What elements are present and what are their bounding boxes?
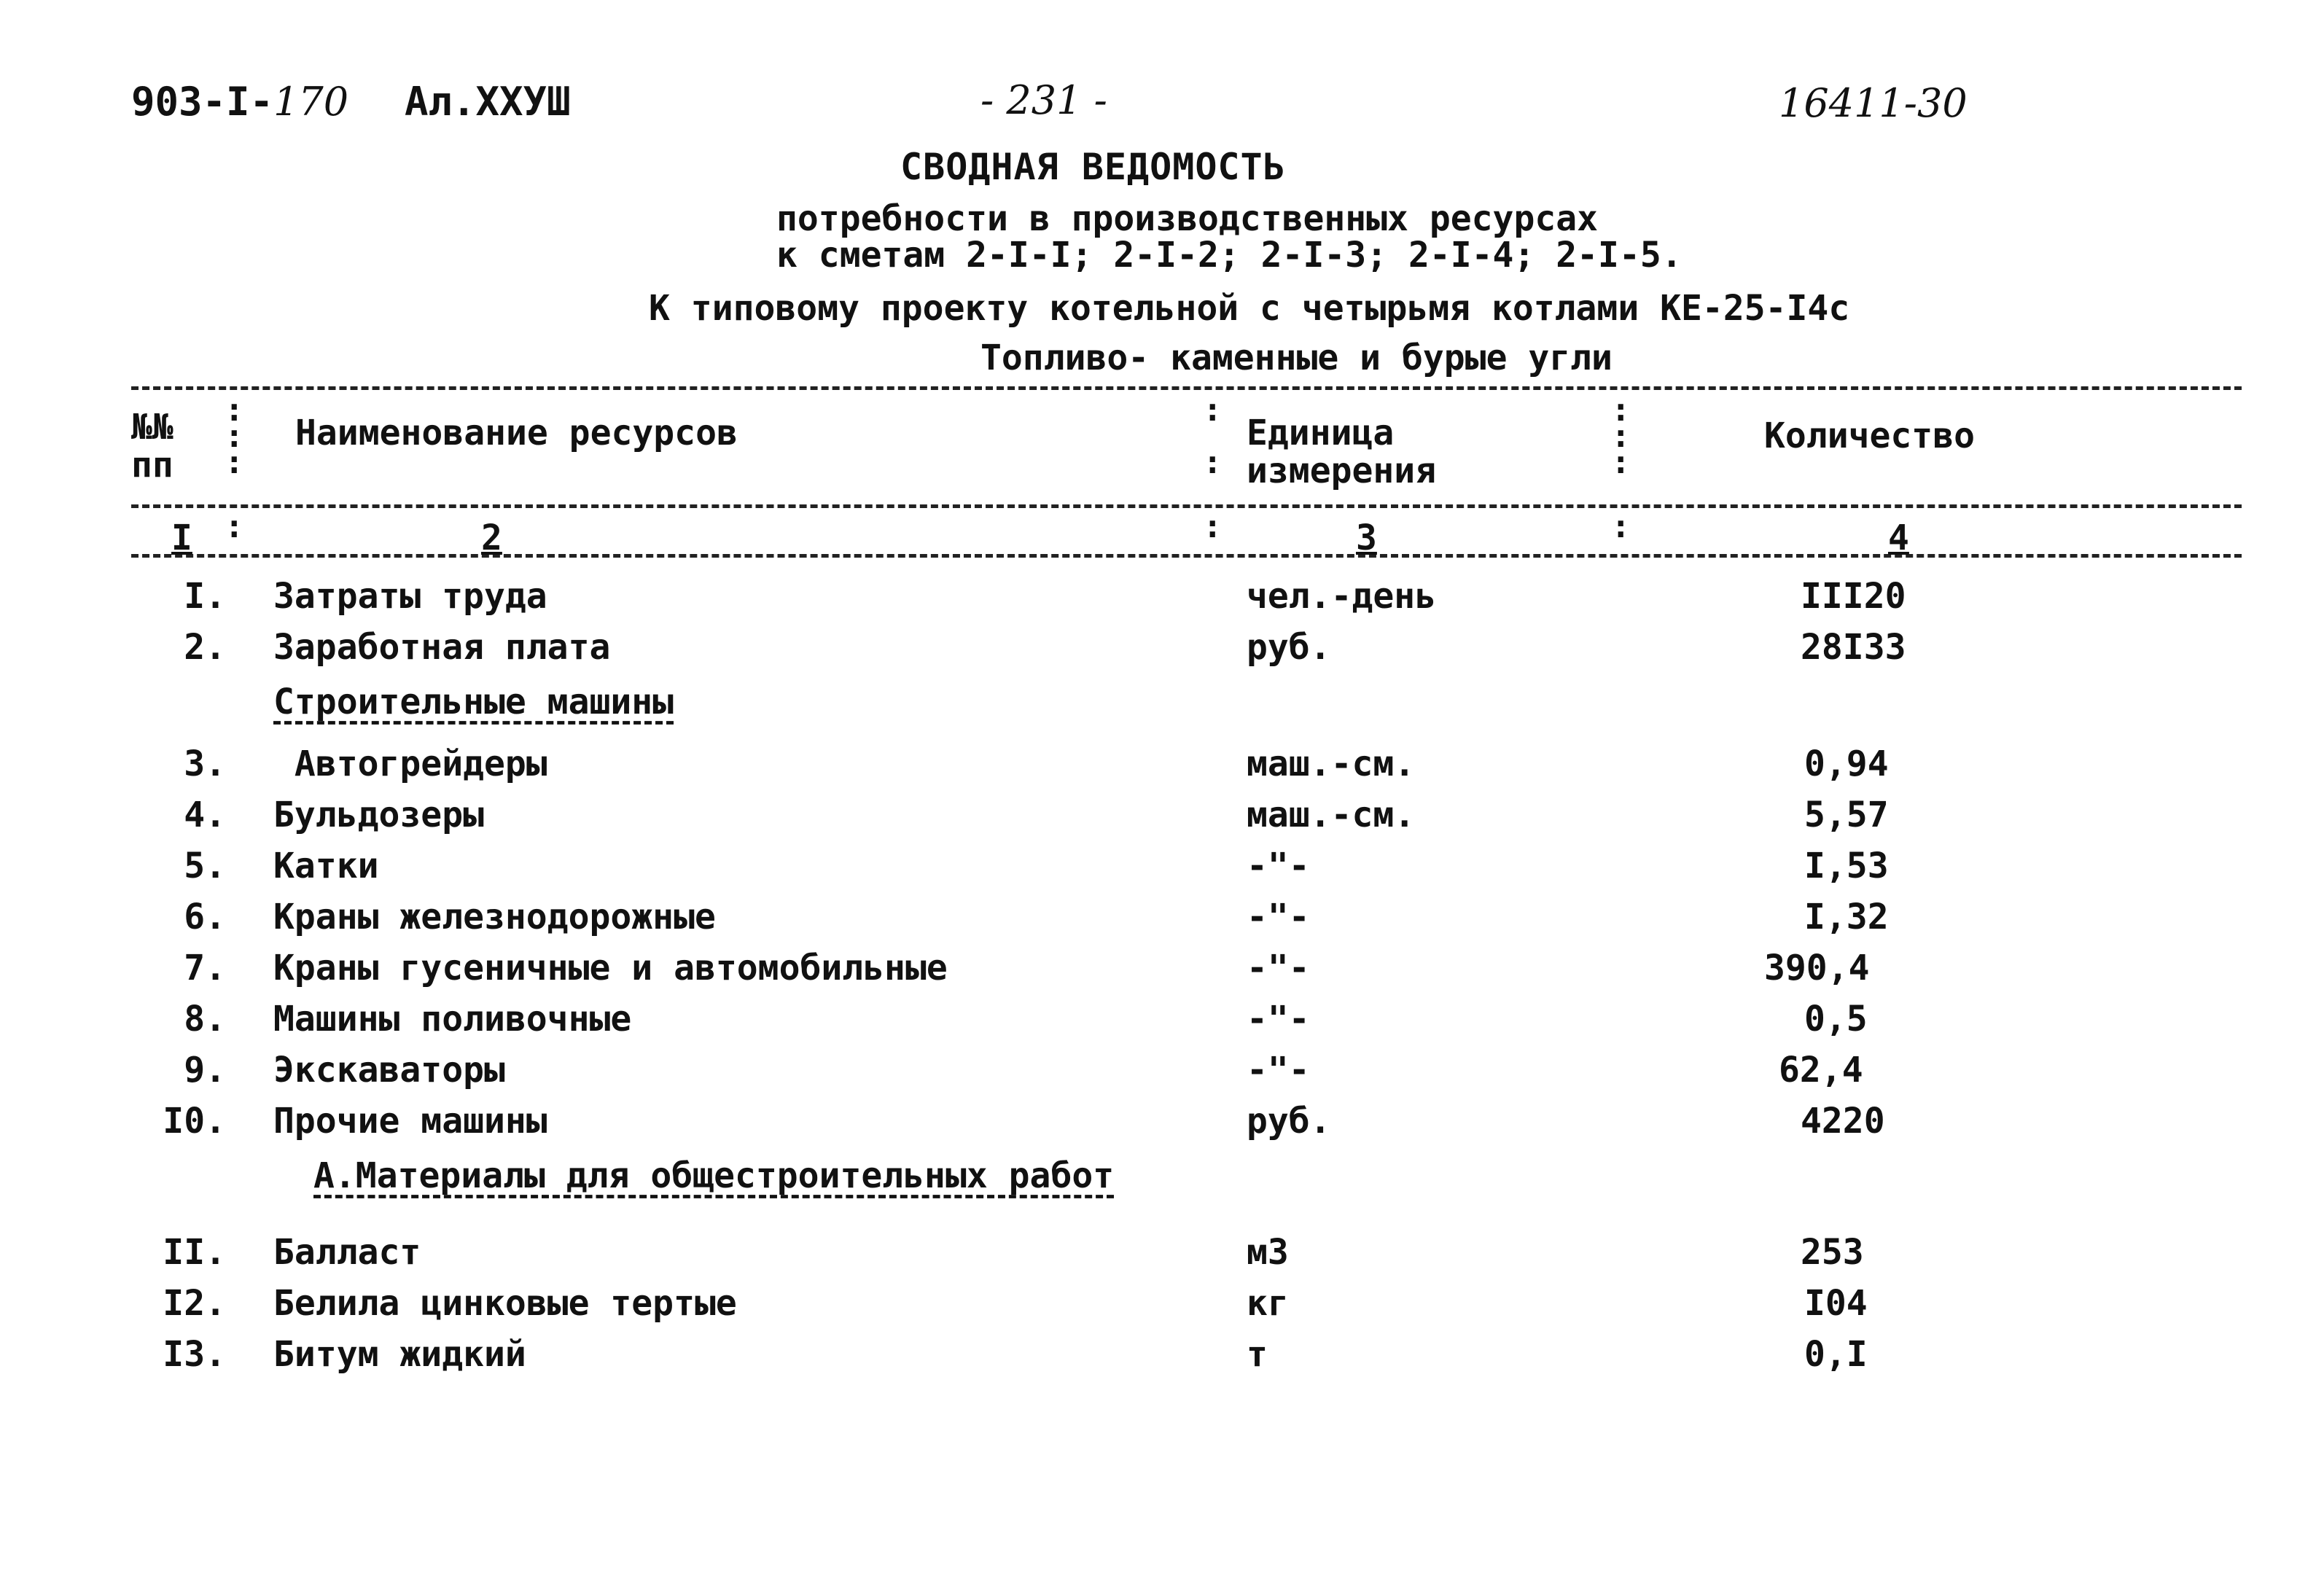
row-number: 9. [184,1050,226,1091]
header-unit [1247,414,1436,490]
subtitle-line-3: К типовому проекту котельной с четырьмя котлами КЕ-25-I4с [649,288,1850,329]
sheet-number: 16411-30 [1779,80,1968,126]
table-row [0,795,2324,846]
column-separator: : : : [1611,391,1631,481]
resource-unit: маш.-см. [1247,795,1416,835]
header-num-line2: пп [131,445,173,485]
table-row [0,999,2324,1050]
subtitle-line-4: Топливо- каменные и бурые угли [980,338,1613,378]
resource-name: Катки [273,846,379,886]
resource-name: Прочие машины [273,1101,547,1142]
resource-name: Краны железнодорожные [273,897,716,937]
column-numbers-rule [131,554,2242,558]
header-unit-line2: измерения [1247,450,1437,491]
resource-unit: -"- [1247,999,1310,1039]
col-number-2: 2 [481,518,502,558]
header-bottom-rule [131,504,2242,508]
row-number: 3. [184,744,226,784]
table-row [0,846,2324,897]
section-title: А.Материалы для общестроительных работ [313,1155,1115,1196]
header-name: Наименование ресурсов [295,413,738,453]
resource-name: Автогрейдеры [273,744,547,784]
subtitle-line-2: к сметам 2-I-I; 2-I-2; 2-I-3; 2-I-4; 2-I-5. [776,235,1682,276]
resource-unit: т [1247,1334,1268,1375]
resource-unit: руб. [1247,627,1331,668]
row-number: I0. [163,1101,226,1142]
resource-quantity: 390,4 [1764,948,1870,988]
resource-name: Балласт [273,1232,421,1273]
header-quantity: Количество [1764,415,1975,456]
resource-unit: -"- [1247,846,1310,886]
row-number: 5. [184,846,226,886]
resource-quantity: I04 [1804,1283,1868,1324]
resource-unit: м3 [1247,1232,1289,1273]
column-separator: : [1611,508,1631,545]
row-number: 8. [184,999,226,1039]
resource-quantity: III20 [1801,576,1906,617]
document-code-typed: 903-I- [131,79,274,125]
resource-unit: -"- [1247,948,1310,988]
header-num [131,408,173,484]
resource-quantity: 5,57 [1804,795,1889,835]
resource-unit: маш.-см. [1247,744,1416,784]
resource-quantity: 0,5 [1804,999,1868,1039]
resource-quantity: 28I33 [1801,627,1906,668]
resource-quantity: 62,4 [1779,1050,1863,1091]
document-title: СВОДНАЯ ВЕДОМОСТЬ [900,146,1286,188]
row-number: 4. [184,795,226,835]
resource-name: Машины поливочные [273,999,632,1039]
table-row [0,897,2324,948]
section-title: Строительные машины [273,682,674,722]
table-row [0,1101,2324,1152]
resource-quantity: 0,94 [1804,744,1889,784]
page-number: - 231 - [980,77,1107,123]
col-number-3: 3 [1356,518,1377,558]
table-row [0,576,2324,627]
col-number-4: 4 [1888,518,1909,558]
header-num-line1: №№ [131,407,173,448]
resource-unit: кг [1247,1283,1289,1324]
table-row [0,1283,2324,1334]
section-heading [0,1155,2324,1206]
resource-name: Заработная плата [273,627,611,668]
resource-name: Краны гусеничные и автомобильные [273,948,948,988]
col-number-1: I [171,518,192,558]
subtitle-line-1: потребности в производственных ресурсах [776,198,1599,239]
resource-name: Бульдозеры [273,795,484,835]
row-number: 2. [184,627,226,668]
column-separator: : [1203,508,1223,545]
resource-name: Битум жидкий [273,1334,526,1375]
table-row [0,1334,2324,1385]
row-number: 7. [184,948,226,988]
resource-unit: чел.-день [1247,576,1437,617]
resource-name: Затраты труда [273,576,547,617]
row-number: I3. [163,1334,226,1375]
resource-quantity: I,32 [1804,897,1889,937]
column-separator: : : : [225,391,244,481]
table-row [0,627,2324,678]
row-number: I2. [163,1283,226,1324]
table-top-rule [131,386,2242,390]
resource-unit: -"- [1247,897,1310,937]
row-number: II. [163,1232,226,1273]
table-row [0,1232,2324,1283]
resource-name: Экскаваторы [273,1050,505,1091]
table-row [0,948,2324,999]
resource-unit: руб. [1247,1101,1331,1142]
resource-quantity: 4220 [1801,1101,1885,1142]
document-code [131,79,348,125]
resource-quantity: 0,I [1804,1334,1868,1375]
table-row [0,744,2324,795]
album-number: Ал.ХХУШ [405,79,571,125]
document-code-handwritten: 170 [273,79,349,125]
section-heading [0,682,2324,733]
column-separator: : : [1203,391,1223,481]
row-number: I. [184,576,226,617]
header-unit-line1: Единица [1247,413,1395,453]
resource-quantity: I,53 [1804,846,1889,886]
row-number: 6. [184,897,226,937]
resource-unit: -"- [1247,1050,1310,1091]
resource-quantity: 253 [1801,1232,1864,1273]
column-separator: : [225,508,244,545]
resource-name: Белила цинковые тертые [273,1283,737,1324]
table-row [0,1050,2324,1101]
